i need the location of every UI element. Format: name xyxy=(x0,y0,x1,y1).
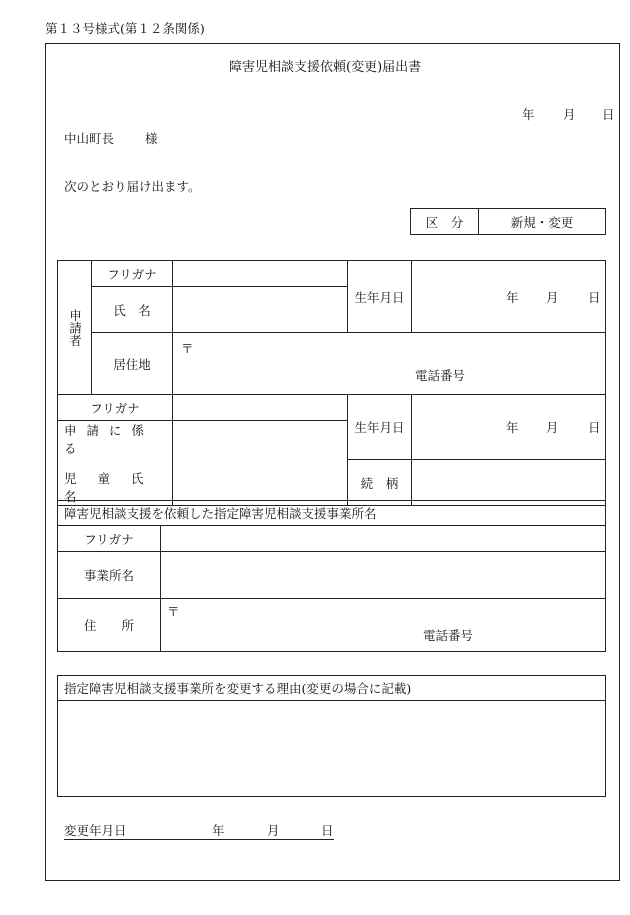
applicant-table xyxy=(57,260,606,506)
child-name-label-line2: 児童氏名 xyxy=(64,471,165,504)
date-month: 月 xyxy=(563,107,576,122)
child-birth-month: 月 xyxy=(546,420,559,436)
office-address-label: 住 所 xyxy=(58,599,161,652)
intro-text: 次のとおり届け出ます。 xyxy=(64,179,201,194)
reason-field[interactable] xyxy=(58,701,606,797)
addressee-honorific: 様 xyxy=(145,131,158,146)
applicant-postal-mark: 〒 xyxy=(181,341,194,356)
applicant-address-field[interactable] xyxy=(173,333,606,395)
office-header: 障害児相談支援を依頼した指定障害児相談支援事業所名 xyxy=(58,501,606,526)
category-label: 区 分 xyxy=(411,209,479,235)
reason-header: 指定障害児相談支援事業所を変更する理由(変更の場合に記載) xyxy=(58,676,606,701)
addressee-name: 中山町長 xyxy=(64,131,115,146)
applicant-birth-day: 日 xyxy=(588,289,601,305)
change-date xyxy=(64,823,334,840)
office-table xyxy=(57,500,606,652)
change-date-year: 年 xyxy=(212,823,225,838)
form-title: 障害児相談支援依頼(変更)届出書 xyxy=(229,60,422,75)
office-name-label: 事業所名 xyxy=(58,552,161,599)
date-day: 日 xyxy=(602,107,615,122)
applicant-furigana-label: フリガナ xyxy=(92,261,173,287)
applicant-birthdate-label: 生年月日 xyxy=(348,261,412,333)
change-date-label: 変更年月日 xyxy=(64,823,127,838)
office-postal-mark: 〒 xyxy=(167,604,180,619)
child-birth-year: 年 xyxy=(506,420,519,436)
child-relation-field[interactable] xyxy=(412,460,606,506)
child-furigana-label: フリガナ xyxy=(58,395,173,421)
reason-table xyxy=(57,675,606,797)
child-furigana-field[interactable] xyxy=(173,395,348,421)
applicant-birth-month: 月 xyxy=(546,289,559,305)
office-phone-label: 電話番号 xyxy=(423,628,474,643)
applicant-furigana-field[interactable] xyxy=(173,261,348,287)
applicant-address-label: 居住地 xyxy=(92,333,173,395)
child-birthdate-field[interactable] xyxy=(412,395,606,460)
child-relation-label: 続 柄 xyxy=(348,460,412,506)
applicant-phone-label: 電話番号 xyxy=(415,368,466,383)
applicant-name-label: 氏 名 xyxy=(92,287,173,333)
office-furigana-field[interactable] xyxy=(161,526,606,552)
form-number: 第１３号様式(第１２条関係) xyxy=(45,21,205,36)
applicant-birthdate-field[interactable] xyxy=(412,261,606,333)
child-name-label xyxy=(58,421,173,506)
office-furigana-label: フリガナ xyxy=(58,526,161,552)
applicant-birth-year: 年 xyxy=(506,289,519,305)
change-date-month: 月 xyxy=(267,823,280,838)
office-address-field[interactable] xyxy=(161,599,606,652)
office-name-field[interactable] xyxy=(161,552,606,599)
child-birthdate-label: 生年月日 xyxy=(348,395,412,460)
applicant-name-field[interactable] xyxy=(173,287,348,333)
date-year: 年 xyxy=(522,107,535,122)
child-name-field[interactable] xyxy=(173,421,348,506)
child-birth-day: 日 xyxy=(588,420,601,436)
child-name-label-line1: 申請に係る xyxy=(64,423,155,456)
applicant-side-label: 申請者 xyxy=(58,261,92,395)
category-table xyxy=(410,208,606,235)
change-date-day: 日 xyxy=(321,823,334,838)
category-value[interactable]: 新規・変更 xyxy=(479,209,606,235)
